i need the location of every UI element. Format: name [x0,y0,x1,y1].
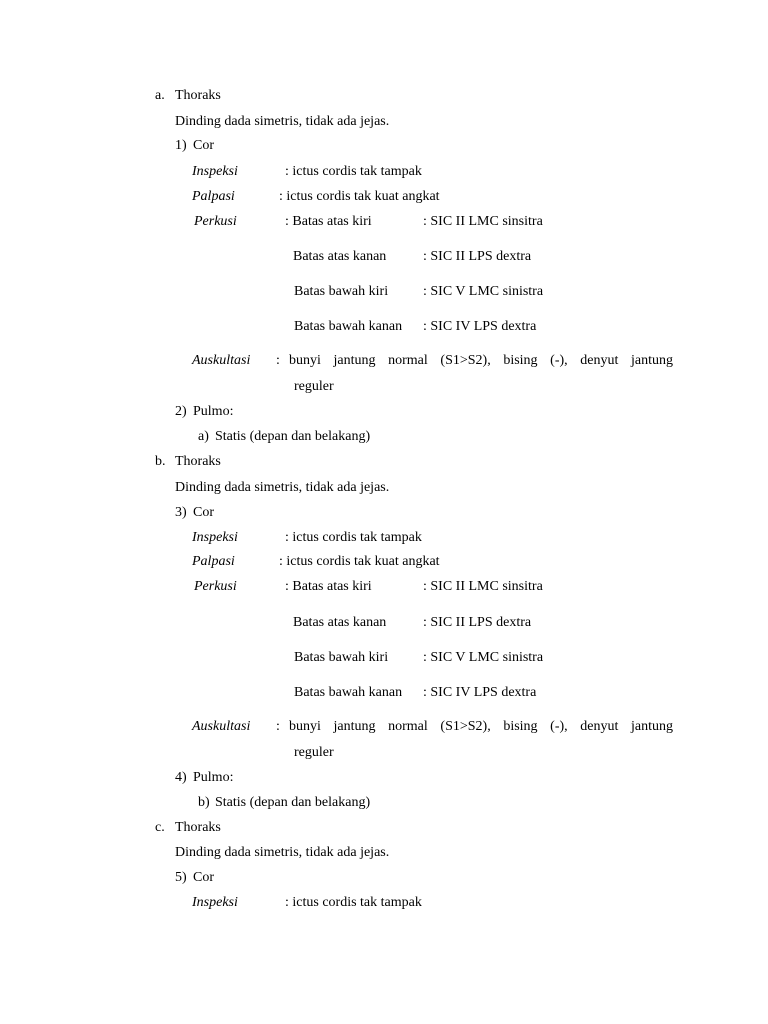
section-b-statis-marker: b) [198,795,210,810]
section-a-auskultasi-colon: : [276,353,280,368]
section-b-inspeksi-value: : ictus cordis tak tampak [285,530,422,545]
section-a-statis-marker: a) [198,429,209,444]
section-b-perkusi-row-name: Batas atas kanan [293,615,387,630]
section-a-pulmo-label: Pulmo: [193,404,234,419]
section-c-inspeksi-label: Inspeksi [192,895,238,910]
section-c-title: Thoraks [175,820,221,835]
section-a-intro: Dinding dada simetris, tidak ada jejas. [175,114,390,129]
section-a-auskultasi-line2: reguler [294,379,334,394]
section-b-cor-label: Cor [193,505,214,520]
section-a-auskultasi-label: Auskultasi [192,353,251,368]
section-a-pulmo-number: 2) [175,404,187,419]
section-b-cor-number: 3) [175,505,187,520]
section-b-marker: b. [155,454,166,469]
section-a-cor-label: Cor [193,138,214,153]
section-b-perkusi-row-value: : SIC V LMC sinistra [423,650,544,665]
section-b-statis-label: Statis (depan dan belakang) [215,795,371,810]
section-b-title: Thoraks [175,454,221,469]
section-a-title: Thoraks [175,88,221,103]
section-b-auskultasi-line1: bunyi jantung normal (S1>S2), bising (-), denyut jantung [289,719,673,734]
section-c-inspeksi-value: : ictus cordis tak tampak [285,895,422,910]
section-a-perkusi-row-value: : SIC II LMC sinsitra [423,214,543,229]
section-a-inspeksi-value: : ictus cordis tak tampak [285,164,422,179]
section-b-intro: Dinding dada simetris, tidak ada jejas. [175,480,390,495]
section-a-perkusi-row-name: Batas bawah kanan [294,319,403,334]
section-a-statis-label: Statis (depan dan belakang) [215,429,371,444]
section-c-cor-label: Cor [193,870,214,885]
section-a-cor-number: 1) [175,138,187,153]
section-b-perkusi-row-name: Batas bawah kiri [294,650,389,665]
section-a-inspeksi-label: Inspeksi [192,164,238,179]
section-b-pulmo-number: 4) [175,770,187,785]
section-a-perkusi-row-value: : SIC V LMC sinistra [423,284,544,299]
section-b-palpasi-value: : ictus cordis tak kuat angkat [279,554,440,569]
section-b-perkusi-label: Perkusi [194,579,237,594]
section-a-perkusi-label: Perkusi [194,214,237,229]
section-b-perkusi-row-name: : Batas atas kiri [285,579,372,594]
section-b-perkusi-row-value: : SIC II LMC sinsitra [423,579,543,594]
section-a-palpasi-value: : ictus cordis tak kuat angkat [279,189,440,204]
section-a-perkusi-row-value: : SIC IV LPS dextra [423,319,537,334]
section-a-palpasi-label: Palpasi [192,189,235,204]
section-b-auskultasi-label: Auskultasi [192,719,251,734]
section-b-auskultasi-line2: reguler [294,745,334,760]
section-a-perkusi-row-name: : Batas atas kiri [285,214,372,229]
section-c-marker: c. [155,820,165,835]
section-b-perkusi-row-value: : SIC IV LPS dextra [423,685,537,700]
section-b-pulmo-label: Pulmo: [193,770,234,785]
section-a-marker: a. [155,88,165,103]
section-a-perkusi-row-name: Batas atas kanan [293,249,387,264]
section-a-auskultasi-line1: bunyi jantung normal (S1>S2), bising (-), denyut jantung [289,353,673,368]
section-b-palpasi-label: Palpasi [192,554,235,569]
section-a-perkusi-row-value: : SIC II LPS dextra [423,249,532,264]
section-c-intro: Dinding dada simetris, tidak ada jejas. [175,845,390,860]
section-b-auskultasi-colon: : [276,719,280,734]
section-b-perkusi-row-value: : SIC II LPS dextra [423,615,532,630]
section-c-cor-number: 5) [175,870,187,885]
section-a-perkusi-row-name: Batas bawah kiri [294,284,389,299]
section-b-inspeksi-label: Inspeksi [192,530,238,545]
section-b-perkusi-row-name: Batas bawah kanan [294,685,403,700]
